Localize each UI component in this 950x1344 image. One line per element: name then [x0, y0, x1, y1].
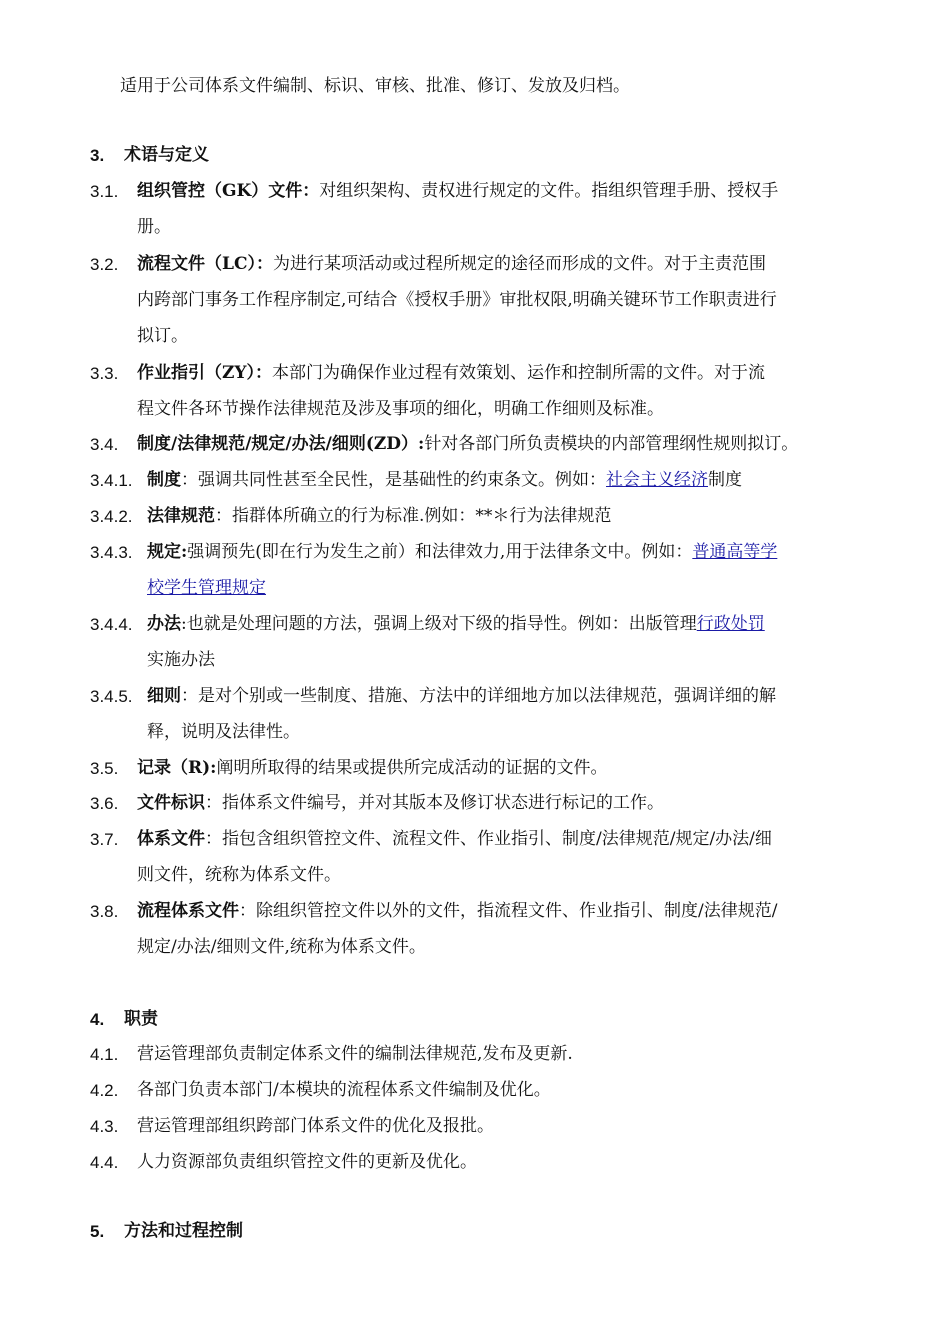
section-3-title: 术语与定义	[124, 145, 209, 165]
definition-text: ：是对个别或一些制度、措施、方法中的详细地方加以法律规范，强调详细的解	[181, 686, 776, 706]
term-label: 法律规范	[147, 506, 215, 526]
term-label: 流程体系文件	[137, 901, 239, 921]
term-label: 文件标识	[137, 793, 205, 813]
definition-text: 针对各部门所负责模块的内部管理纲性规则拟订。	[424, 434, 799, 454]
item-4-1-text: 营运管理部负责制定体系文件的编制法律规范,发布及更新.	[137, 1044, 573, 1064]
definition-text: 对组织架构、责权进行规定的文件。指组织管理手册、授权手	[319, 181, 779, 201]
item-4-2-number: 4.2.	[90, 1081, 119, 1100]
item-3-4-2-number: 3.4.2.	[90, 507, 133, 526]
link-university-student-rules-continuation[interactable]: 校学生管理规定	[147, 578, 266, 598]
item-3-7	[137, 828, 772, 850]
item-3-7-number: 3.7.	[90, 830, 119, 849]
item-3-4	[137, 433, 798, 455]
item-3-1	[137, 180, 778, 202]
term-label: 制度/法律规范/规定/办法/细则(ZD）:	[137, 434, 425, 454]
item-3-2-continuation-2: 拟订。	[137, 326, 188, 346]
item-3-6-number: 3.6.	[90, 794, 119, 813]
item-3-4-4-continuation: 实施办法	[147, 650, 215, 670]
item-3-6	[137, 792, 664, 814]
term-label: 规定:	[147, 542, 188, 562]
section-5-number: 5.	[90, 1222, 105, 1241]
definition-text: :也就是处理问题的方法，强调上级对下级的指导性。例如：出版管理	[181, 614, 697, 634]
item-3-3	[137, 362, 765, 384]
definition-text: 阐明所取得的结果或提供所完成活动的证据的文件。	[216, 758, 608, 778]
term-label: 细则	[147, 686, 181, 706]
item-4-1-number: 4.1.	[90, 1045, 119, 1064]
item-3-7-continuation: 则文件，统称为体系文件。	[137, 865, 341, 885]
item-3-4-5-continuation: 释，说明及法律性。	[147, 722, 300, 742]
item-3-3-number: 3.3.	[90, 364, 119, 383]
item-4-2-text: 各部门负责本部门/本模块的流程体系文件编制及优化。	[137, 1080, 551, 1100]
item-3-4-5	[147, 685, 776, 707]
item-3-5	[137, 757, 607, 779]
section-3-number: 3.	[90, 146, 105, 165]
item-4-4-number: 4.4.	[90, 1153, 119, 1172]
item-3-3-continuation: 程文件各环节操作法律规范及涉及事项的细化，明确工作细则及标准。	[137, 399, 664, 419]
definition-text: ：强调共同性甚至全民性，是基础性的约束条文。例如：	[181, 470, 606, 490]
item-3-4-1	[147, 469, 742, 491]
item-4-4-text: 人力资源部负责组织管控文件的更新及优化。	[137, 1152, 477, 1172]
item-3-4-number: 3.4.	[90, 435, 119, 454]
item-3-8	[137, 900, 777, 922]
definition-text: ：指体系文件编号，并对其版本及修订状态进行标记的工作。	[205, 793, 664, 813]
term-label: 组织管控（GK）文件：	[137, 181, 320, 201]
item-3-4-1-number: 3.4.1.	[90, 471, 133, 490]
definition-text: 为进行某项活动或过程所规定的途径而形成的文件。对于主责范围	[272, 254, 766, 274]
definition-text: ：指群体所确立的行为标准.例如：**＊行为法律规范	[215, 506, 612, 526]
section-4-number: 4.	[90, 1010, 105, 1029]
term-label: 记录（R):	[137, 758, 217, 778]
definition-text: ：除组织管控文件以外的文件，指流程文件、作业指引、制度/法律规范/	[239, 901, 778, 921]
item-4-3-number: 4.3.	[90, 1117, 119, 1136]
term-label: 体系文件	[137, 829, 205, 849]
item-3-4-2	[147, 505, 611, 527]
link-university-student-rules[interactable]: 普通高等学	[692, 542, 778, 562]
link-socialist-economy[interactable]: 社会主义经济	[606, 470, 708, 490]
item-3-4-3-number: 3.4.3.	[90, 543, 133, 562]
term-label: 制度	[147, 470, 181, 490]
section-5-title: 方法和过程控制	[124, 1221, 243, 1241]
definition-text: 强调预先(即在行为发生之前）和法律效力,用于法律条文中。例如：	[187, 542, 693, 562]
definition-tail: 制度	[708, 470, 742, 490]
section-4-title: 职责	[124, 1009, 158, 1029]
item-3-4-5-number: 3.4.5.	[90, 687, 133, 706]
definition-text: ：指包含组织管控文件、流程文件、作业指引、制度/法律规范/规定/办法/细	[205, 829, 772, 849]
item-3-1-continuation: 册。	[137, 217, 171, 237]
item-3-8-continuation: 规定/办法/细则文件,统称为体系文件。	[137, 937, 426, 957]
link-administrative-penalty[interactable]: 行政处罚	[696, 614, 765, 634]
term-label: 办法	[147, 614, 181, 634]
item-3-1-number: 3.1.	[90, 182, 119, 201]
term-label: 作业指引（ZY）：	[137, 363, 273, 383]
item-3-2-continuation-1: 内跨部门事务工作程序制定,可结合《授权手册》审批权限,明确关键环节工作职责进行	[137, 290, 777, 310]
item-3-5-number: 3.5.	[90, 759, 119, 778]
scope-text: 适用于公司体系文件编制、标识、审核、批准、修订、发放及归档。	[120, 76, 630, 96]
item-4-3-text: 营运管理部组织跨部门体系文件的优化及报批。	[137, 1116, 494, 1136]
item-3-2-number: 3.2.	[90, 255, 119, 274]
term-label: 流程文件（LC）：	[137, 254, 273, 274]
item-3-2	[137, 253, 766, 275]
item-3-4-3	[147, 541, 777, 563]
definition-text: 本部门为确保作业过程有效策划、运作和控制所需的文件。对于流	[272, 363, 766, 383]
item-3-4-4	[147, 613, 765, 635]
item-3-8-number: 3.8.	[90, 902, 119, 921]
item-3-4-4-number: 3.4.4.	[90, 615, 133, 634]
